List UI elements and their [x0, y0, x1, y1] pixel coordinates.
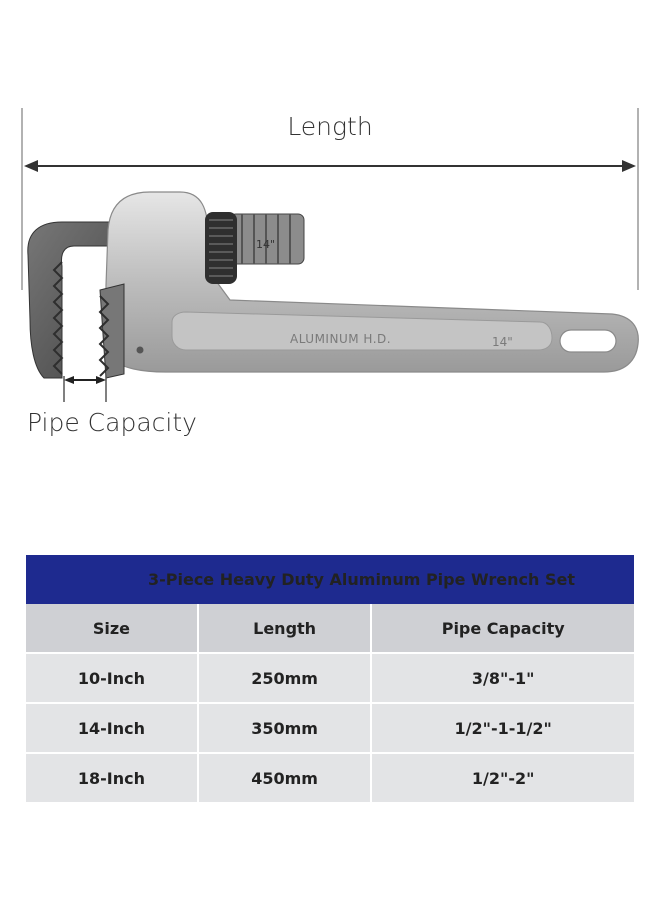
table-row: [26, 653, 634, 703]
pipe-capacity-label: Pipe Capacity: [27, 408, 197, 437]
cell-pipe-capacity: 1/2"-2": [371, 753, 634, 802]
cell-length: 450mm: [198, 753, 372, 802]
header-pipe-capacity: Pipe Capacity: [371, 604, 634, 653]
header-length: Length: [198, 604, 372, 653]
cell-size: 14-Inch: [26, 703, 198, 753]
cell-size: 10-Inch: [26, 653, 198, 703]
table-header-row: [26, 604, 634, 653]
cell-pipe-capacity: 1/2"-1-1/2": [371, 703, 634, 753]
table-row: [26, 703, 634, 753]
adjusting-nut: [205, 212, 237, 284]
cell-size: 18-Inch: [26, 753, 198, 802]
table-row: [26, 753, 634, 802]
cell-length: 250mm: [198, 653, 372, 703]
header-size: Size: [26, 604, 198, 653]
cell-pipe-capacity: 3/8"-1": [371, 653, 634, 703]
cell-length: 350mm: [198, 703, 372, 753]
size-marking: 14": [256, 238, 276, 251]
handle-marking: ALUMINUM H.D.: [290, 332, 392, 346]
pipe-capacity-dimension: [64, 376, 106, 402]
handle-size-marking: 14": [492, 335, 513, 349]
table-title: 3-Piece Heavy Duty Aluminum Pipe Wrench Set: [26, 555, 634, 604]
spec-table: [26, 555, 634, 802]
length-label: Length: [287, 112, 373, 141]
